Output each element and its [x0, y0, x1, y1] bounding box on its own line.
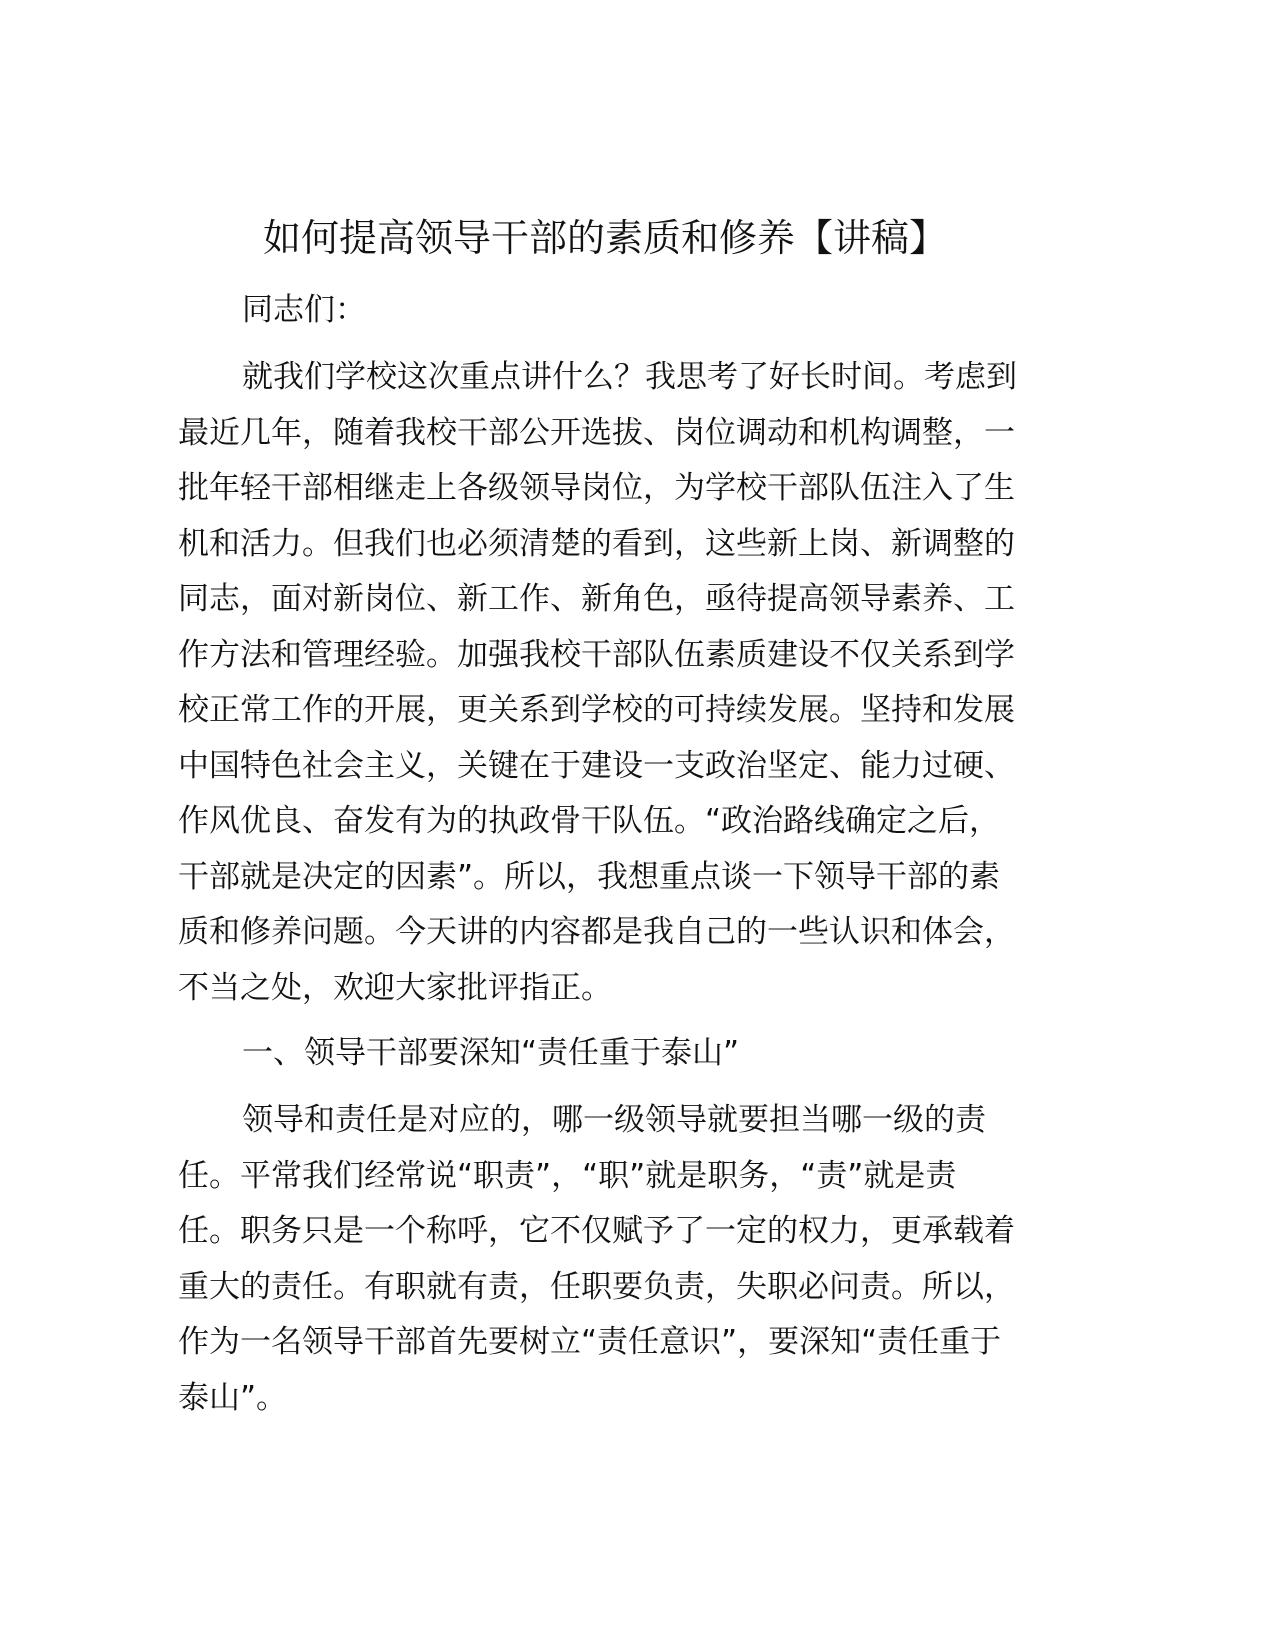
greeting-text: 同志们：	[242, 292, 366, 328]
paragraph-line: 校正常工作的开展，更关系到学校的可持续发展。坚持和发展	[178, 692, 1015, 728]
paragraph-2	[178, 1093, 1048, 1426]
paragraph-line: 中国特色社会主义，关键在于建设一支政治坚定、能力过硬、	[178, 747, 1015, 784]
paragraph-line: 最近几年，随着我校干部公开选拔、岗位调动和机构调整，一	[178, 414, 1015, 451]
paragraph-line: 泰山”。	[178, 1379, 288, 1416]
paragraph-line: 机和活力。但我们也必须清楚的看到，这些新上岗、新调整的	[178, 525, 1015, 562]
paragraph-line: 就我们学校这次重点讲什么？我思考了好长时间。考虑到	[242, 359, 1017, 395]
paragraph-line: 质和修养问题。今天讲的内容都是我自己的一些认识和体会，	[178, 914, 1015, 950]
paragraph-line: 作方法和管理经验。加强我校干部队伍素质建设不仅关系到学	[178, 636, 1015, 673]
paragraph-line: 领导和责任是对应的，哪一级领导就要担当哪一级的责	[242, 1102, 986, 1138]
paragraph-1	[178, 350, 1048, 1016]
paragraph-line: 不当之处，欢迎大家批评指正。	[178, 969, 612, 1006]
greeting	[178, 283, 1048, 339]
paragraph-line: 干部就是决定的因素”。所以，我想重点谈一下领导干部的素	[178, 858, 1001, 895]
paragraph-line: 重大的责任。有职就有责，任职要负责，失职必问责。所以，	[178, 1268, 1015, 1305]
paragraph-line: 作为一名领导干部首先要树立“责任意识”，要深知“责任重于	[178, 1324, 1002, 1360]
paragraph-line: 任。职务只是一个称呼，它不仅赋予了一定的权力，更承载着	[178, 1213, 1015, 1249]
paragraph-line: 任。平常我们经常说“职责”，“职”就是职务，“责”就是责	[178, 1157, 957, 1194]
document-title: 如何提高领导干部的素质和修养【讲稿】	[262, 216, 947, 260]
paragraph-line: 作风优良、奋发有为的执政骨干队伍。“政治路线确定之后，	[178, 803, 1001, 839]
section-heading-1	[178, 1026, 1048, 1082]
paragraph-line: 同志，面对新岗位、新工作、新角色，亟待提高领导素养、工	[178, 581, 1015, 617]
paragraph-line: 批年轻干部相继走上各级领导岗位，为学校干部队伍注入了生	[178, 470, 1015, 506]
section-heading-text: 一、领导干部要深知“责任重于泰山”	[242, 1035, 740, 1071]
